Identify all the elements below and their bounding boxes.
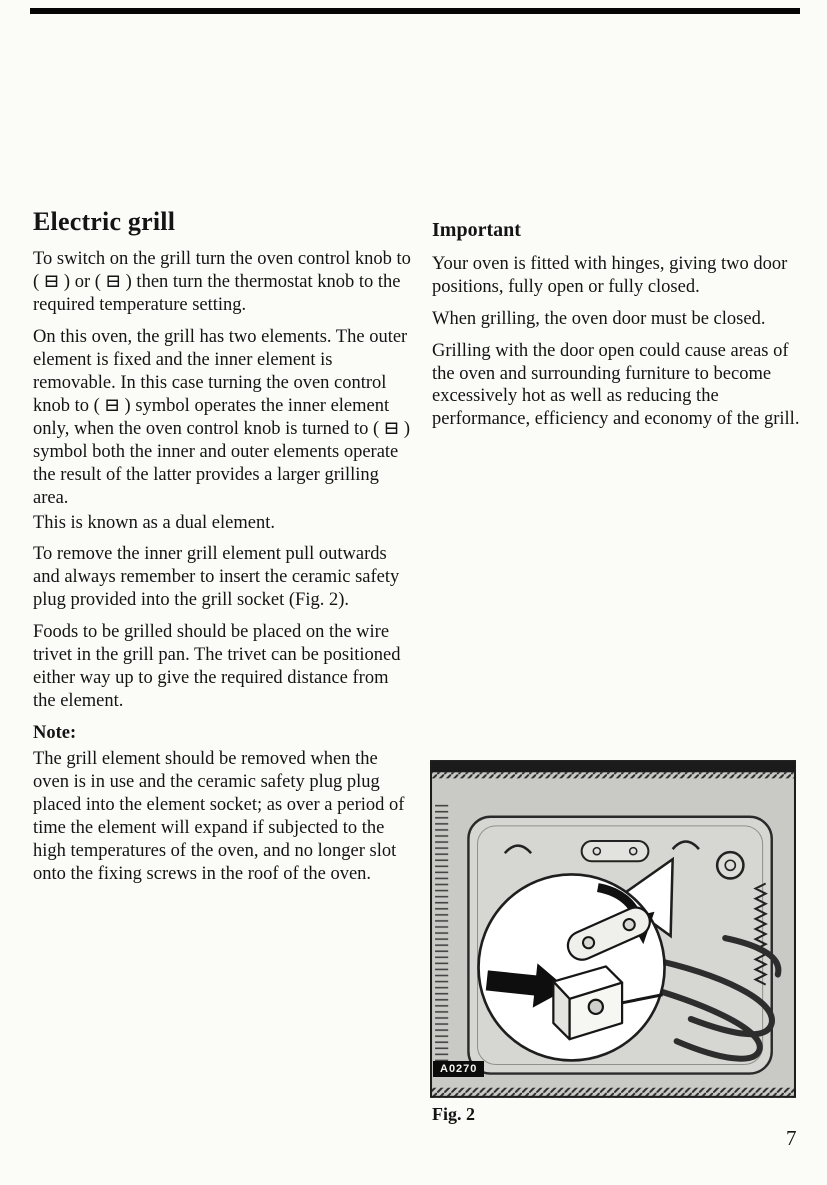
note-text: The grill element should be removed when the oven is in use and the ceramic safety plug plug placed into the element socket; as over a period of time the element will expand if subjected to the high temperatures of the oven, and no longer slot onto the fixing screws in the roof of the oven. [33,748,405,884]
paragraph: On this oven, the grill has two elements. The outer element is fixed and the inner element is removable. In this case turning the oven control knob to ( ⊟ ) symbol operates the inner element only, when the oven control knob is turned to ( ⊟ ) symbol both the inner and outer elements operate the result of the latter provides a larger grilling area. [33,327,411,508]
note-label: Note: [33,723,77,744]
page-number: 7 [786,1126,797,1150]
left-column [33,206,411,895]
door-seal [435,803,448,1072]
figure-oven-diagram [430,760,796,1098]
paragraph: Grilling with the door open could cause areas of the oven and surrounding furniture to become excessively hot as well as reducing the performance, efficiency and economy of the grill. [432,340,800,430]
paragraph: Your oven is fitted with hinges, giving two door positions, fully open or fully closed. [432,253,788,297]
top-rule [30,8,800,14]
paragraph: Foods to be grilled should be placed on the wire trivet in the grill pan. The trivet can be positioned either way up to give the required distance from the element. [33,622,401,712]
paragraph: This is known as a dual element. [33,512,275,533]
paragraph: When grilling, the oven door must be closed. [432,308,766,329]
roof-mounting-plate [582,841,649,861]
figure-reference-label: A0270 [433,1061,484,1077]
figure-top-hatch [430,772,796,778]
paragraph: To switch on the grill turn the oven control knob to ( ⊟ ) or ( ⊟ ) then turn the thermostat knob to the required temperature setting. [33,249,411,316]
section-heading-electric-grill: Electric grill [33,207,176,236]
right-column [432,218,800,440]
thermostat-boss [717,852,743,878]
section-heading-important: Important [432,219,521,241]
figure-caption: Fig. 2 [432,1104,475,1124]
paragraph: To remove the inner grill element pull outwards and always remember to insert the ceramic safety plug provided into the grill socket (Fig. 2). [33,544,400,611]
oven-diagram-drawing [430,760,796,1098]
